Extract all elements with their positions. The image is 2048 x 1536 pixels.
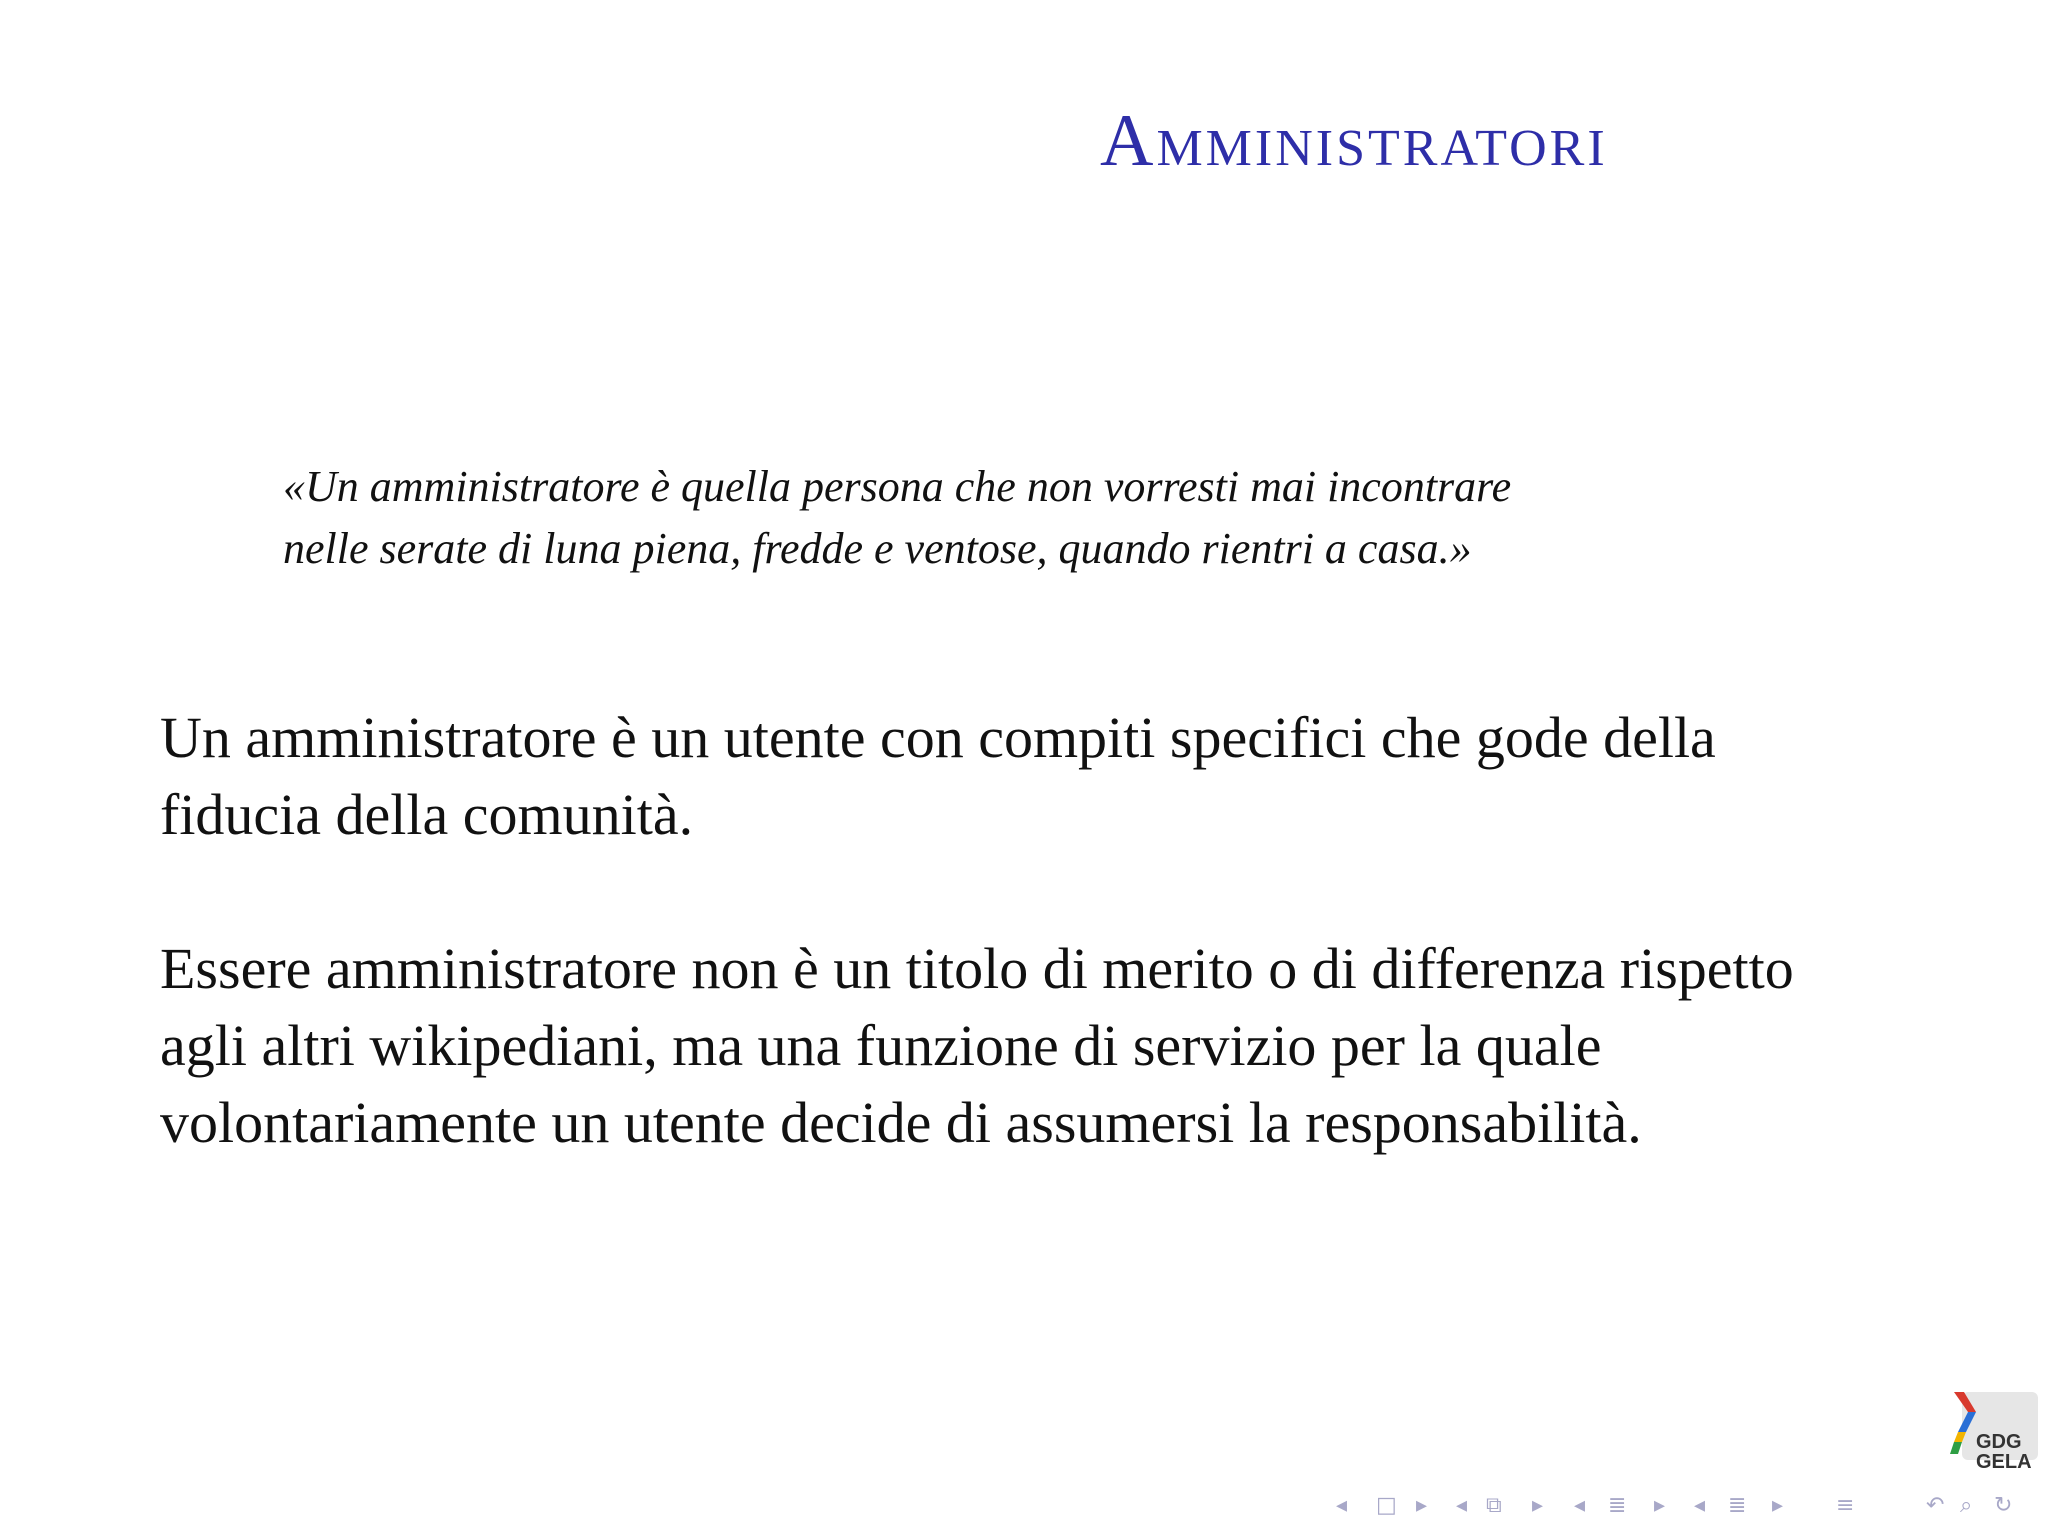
paragraph-definition <box>160 699 2000 853</box>
arrow-right-icon[interactable]: ▸ <box>1416 1493 1428 1518</box>
paragraph-line: agli altri wikipediani, ma una funzione di servizio per la quale <box>160 1013 1602 1078</box>
paragraph-role <box>160 930 2000 1161</box>
quote-block <box>283 456 1783 580</box>
paragraph-line: volontariamente un utente decide di assumersi la responsabilità. <box>160 1090 1642 1155</box>
align-icon[interactable]: ≡ <box>1836 1493 1855 1518</box>
logo-text-gela: GELA <box>1976 1451 2032 1473</box>
forward-icon[interactable]: ↻ <box>1994 1493 2013 1518</box>
search-icon[interactable]: ⌕ <box>1960 1493 1973 1518</box>
section-icon[interactable]: ≣ <box>1728 1493 1747 1518</box>
arrow-left-icon[interactable]: ◂ <box>1336 1493 1348 1518</box>
arrow-right-icon[interactable]: ▸ <box>1532 1493 1544 1518</box>
section-icon[interactable]: ≣ <box>1608 1493 1627 1518</box>
arrow-left-icon[interactable]: ◂ <box>1456 1493 1468 1518</box>
frame-icon[interactable]: □ <box>1376 1493 1397 1518</box>
slide-title: Amministratori <box>1100 100 1608 182</box>
arrow-right-icon[interactable]: ▸ <box>1654 1493 1666 1518</box>
paragraph-line: Un amministratore è un utente con compiti specifici che gode della <box>160 705 1716 770</box>
subsection-icon[interactable]: ⧉ <box>1486 1493 1502 1518</box>
quote-line: «Un amministratore è quella persona che non vorresti mai incontrare <box>283 462 1512 511</box>
logo-text-gdg: GDG <box>1976 1431 2022 1453</box>
back-icon[interactable]: ↶ <box>1926 1493 1945 1518</box>
paragraph-line: Essere amministratore non è un titolo di merito o di differenza rispetto <box>160 936 1794 1001</box>
quote-line: nelle serate di luna piena, fredde e ventose, quando rientri a casa.» <box>283 524 1472 573</box>
beamer-navigation-bar <box>1336 1492 2036 1520</box>
paragraph-line: fiducia della comunità. <box>160 782 694 847</box>
arrow-left-icon[interactable]: ◂ <box>1574 1493 1586 1518</box>
gdg-logo <box>1948 1390 2038 1473</box>
arrow-right-icon[interactable]: ▸ <box>1772 1493 1784 1518</box>
arrow-left-icon[interactable]: ◂ <box>1694 1493 1706 1518</box>
